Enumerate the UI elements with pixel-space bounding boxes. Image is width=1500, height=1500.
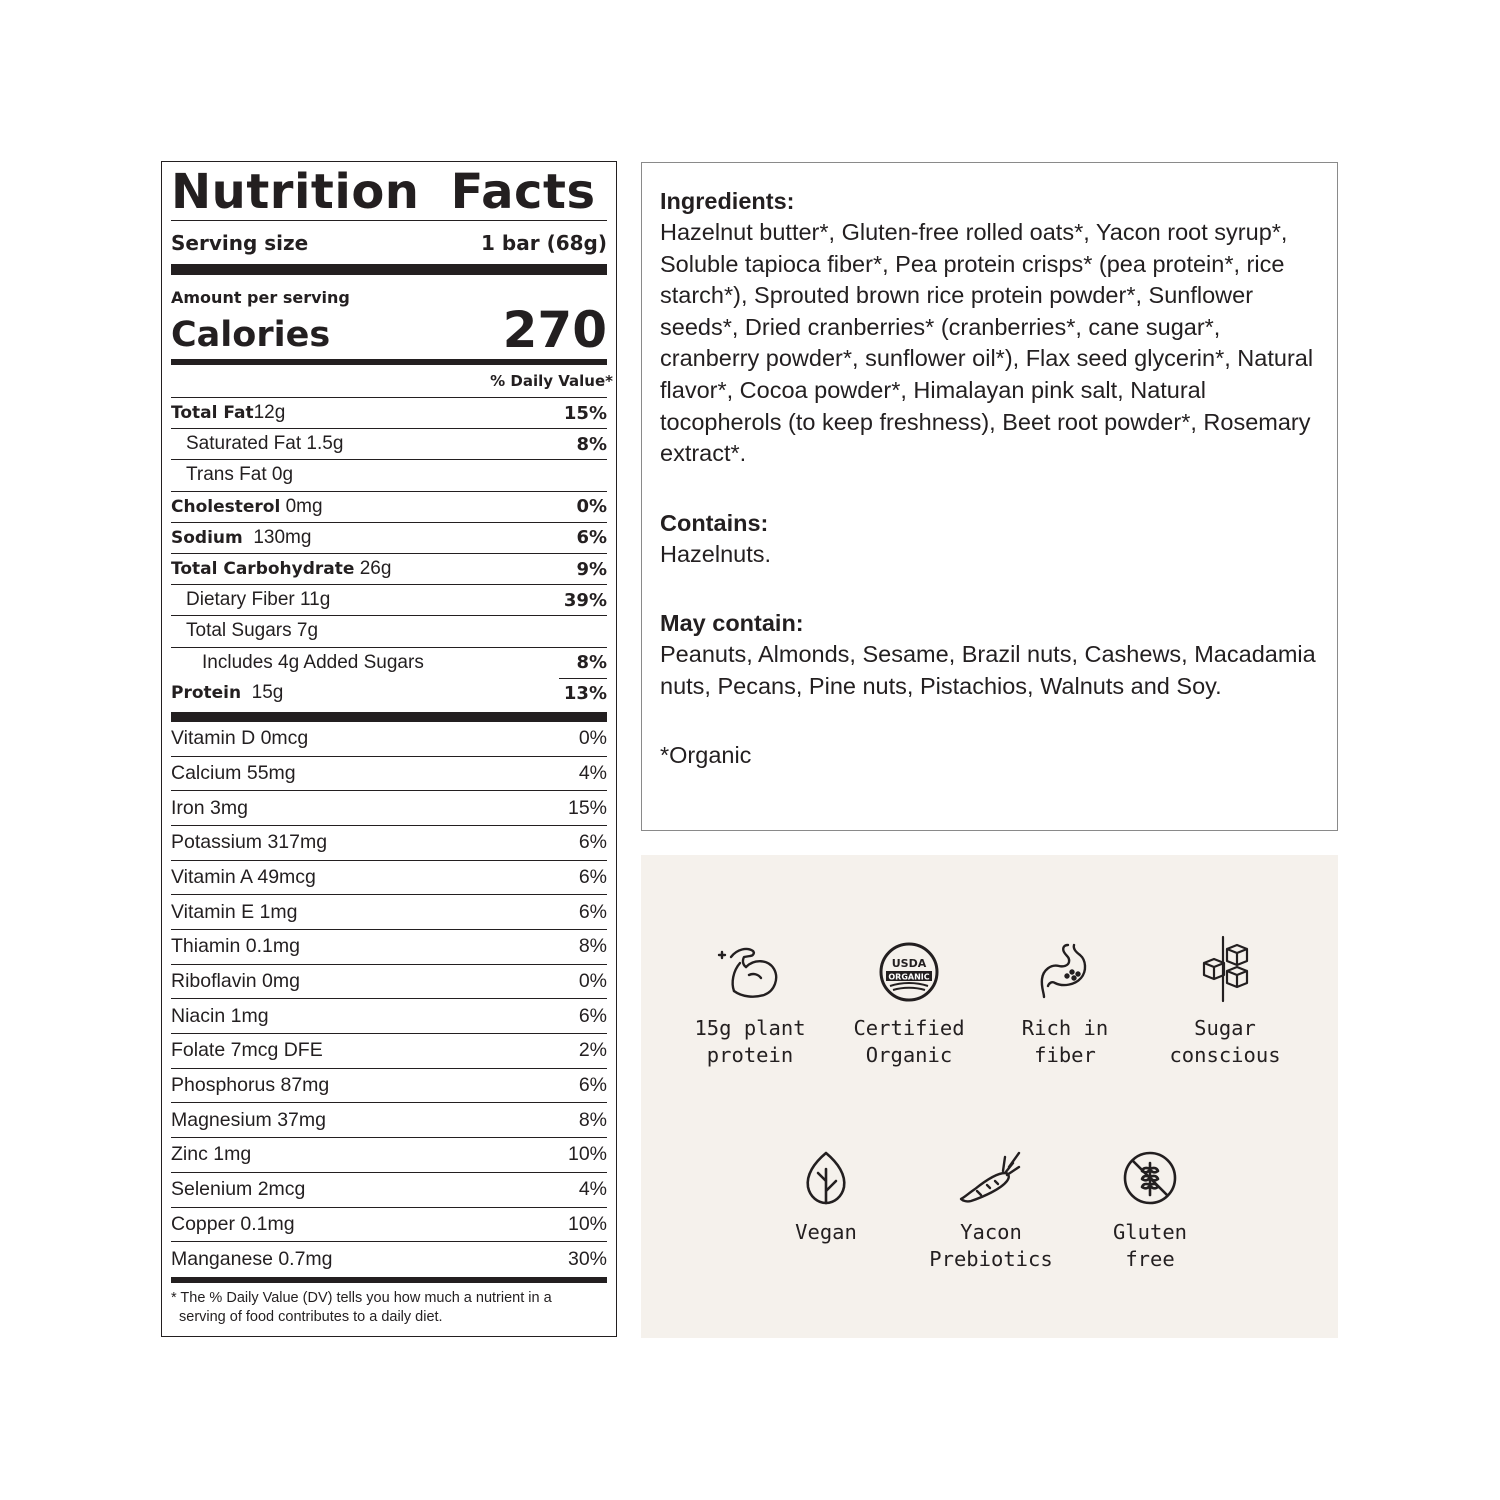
footnote-line: * The % Daily Value (DV) tells you how much a nutrient in a [171, 1289, 552, 1306]
badge-label: free [1125, 1247, 1175, 1271]
nutrient-dv: 9% [576, 558, 607, 580]
vitamin-dv: 6% [578, 900, 607, 923]
nutrient-dv: 39% [563, 589, 607, 611]
badge-yacon-prebiotics [906, 1149, 1076, 1273]
nutrient-amount: 26g [359, 558, 392, 580]
flexed-arm-icon [715, 941, 785, 1003]
nutrient-row-trans-fat [171, 459, 607, 490]
vitamin-dv: 2% [578, 1039, 607, 1062]
seal-top-text: USDA [891, 957, 927, 970]
vitamin-list [171, 722, 607, 1277]
yacon-root-icon [955, 1149, 1027, 1207]
nutrient-name: Protein [171, 683, 242, 704]
badge-label: Organic [865, 1043, 953, 1067]
vitamin-name: Vitamin E 1mg [171, 900, 298, 923]
badge-label: Certified [853, 1016, 965, 1040]
vitamin-row [171, 861, 607, 896]
nutrient-amount: 12g [253, 402, 286, 424]
vitamin-name: Potassium 317mg [171, 831, 328, 854]
organic-note: *Organic [660, 741, 752, 768]
badge-label: conscious [1169, 1043, 1281, 1067]
nutrient-name: Total Fat [171, 403, 254, 424]
vitamin-row [171, 791, 607, 826]
nutrient-row-total-fat [171, 397, 607, 428]
badge-certified-organic [824, 941, 994, 1069]
daily-value-header: % Daily Value* [490, 372, 613, 390]
vitamin-name: Calcium 55mg [171, 761, 296, 784]
nutrient-amount: 130mg [253, 526, 312, 548]
vitamin-dv: 6% [578, 831, 607, 854]
badge-label: Yacon [960, 1220, 1022, 1244]
nutrition-facts-panel [161, 161, 617, 1337]
nutrient-name: Dietary Fiber 11g [186, 589, 331, 611]
badge-label: 15g plant [694, 1016, 806, 1040]
vitamin-row [171, 722, 607, 757]
nutrient-dv: 13% [563, 682, 607, 704]
thick-divider [171, 264, 607, 275]
nutrient-dv: 15% [563, 402, 607, 424]
nutrient-dv: 6% [576, 527, 607, 549]
badge-label: Sugar [1194, 1016, 1256, 1040]
vitamin-row [171, 1103, 607, 1138]
vitamin-row [171, 895, 607, 930]
badge-gluten-free [1065, 1149, 1235, 1273]
leaf-icon [801, 1149, 851, 1207]
nutrient-row-protein [171, 678, 607, 709]
footnote-line: serving of food contributes to a daily diet. [179, 1308, 443, 1325]
vitamin-name: Folate 7mcg DFE [171, 1039, 323, 1062]
contains-heading: Contains: [660, 509, 769, 536]
vitamin-row [171, 1173, 607, 1208]
vitamin-name: Phosphorus 87mg [171, 1074, 330, 1097]
nutrient-row-total-carbohydrate [171, 553, 607, 584]
ingredients-heading: Ingredients: [660, 188, 795, 214]
badge-label: protein [706, 1043, 794, 1067]
vitamin-name: Magnesium 37mg [171, 1108, 326, 1131]
thick-divider [171, 712, 607, 722]
vitamin-row [171, 930, 607, 965]
benefits-panel [641, 855, 1338, 1338]
nutrient-name: Cholesterol [171, 496, 281, 517]
serving-size-row [171, 221, 607, 264]
vitamin-name: Vitamin D 0mcg [171, 727, 309, 750]
vitamin-name: Vitamin A 49mcg [171, 865, 316, 888]
nutrient-name: Includes 4g Added Sugars [202, 651, 424, 673]
calories-label: Calories [171, 315, 331, 355]
nutrient-name: Trans Fat 0g [186, 464, 294, 486]
nutrient-dv: 0% [576, 496, 607, 518]
nutrient-row-total-sugars [171, 615, 607, 646]
nutrient-name: Total Sugars 7g [186, 620, 319, 642]
nutrient-row-saturated-fat [171, 428, 607, 459]
nutrient-row-sodium [171, 522, 607, 553]
serving-size-label: Serving size [171, 230, 309, 255]
vitamin-name: Zinc 1mg [171, 1143, 252, 1166]
vitamin-dv: 0% [578, 727, 607, 750]
vitamin-row [171, 1208, 607, 1243]
ingredients-panel [641, 162, 1338, 831]
daily-value-footnote [171, 1283, 607, 1327]
vitamin-dv: 4% [578, 1178, 607, 1201]
vitamin-name: Iron 3mg [171, 796, 248, 819]
nutrient-name: Saturated Fat 1.5g [186, 433, 344, 455]
vitamin-name: Selenium 2mcg [171, 1178, 306, 1201]
nutrient-row-cholesterol [171, 491, 607, 522]
vitamin-dv: 0% [578, 970, 607, 993]
vitamin-name: Niacin 1mg [171, 1004, 269, 1027]
vitamin-name: Riboflavin 0mg [171, 970, 300, 993]
vitamin-row [171, 757, 607, 792]
nutrient-dv: 8% [576, 652, 607, 674]
vitamin-dv: 30% [567, 1248, 607, 1271]
vitamin-dv: 10% [567, 1143, 607, 1166]
vitamin-row [171, 1069, 607, 1104]
nutrient-row-added-sugars [171, 647, 607, 678]
vitamin-dv: 15% [567, 796, 607, 819]
vitamin-row [171, 1138, 607, 1173]
nutrition-facts-title: Nutrition Facts [171, 164, 596, 220]
usda-organic-seal [878, 941, 940, 1003]
vitamin-dv: 8% [578, 1108, 607, 1131]
vitamin-name: Thiamin 0.1mg [171, 935, 300, 958]
nutrient-row-dietary-fiber [171, 584, 607, 615]
contains-text: Hazelnuts. [660, 540, 772, 567]
nutrient-amount: 0mg [285, 495, 323, 517]
nutrient-dv: 8% [576, 433, 607, 455]
vitamin-row [171, 999, 607, 1034]
vitamin-row [171, 965, 607, 1000]
vitamin-name: Copper 0.1mg [171, 1212, 295, 1235]
vitamin-name: Manganese 0.7mg [171, 1248, 333, 1271]
badge-vegan [741, 1149, 911, 1246]
stomach-icon [1034, 941, 1096, 1003]
vitamin-dv: 10% [567, 1212, 607, 1235]
vitamin-row [171, 1242, 607, 1277]
sugar-cubes-icon [1194, 935, 1256, 1003]
badge-label: fiber [1034, 1043, 1096, 1067]
seal-bottom-text: ORGANIC [888, 972, 930, 982]
badge-label: Vegan [795, 1220, 857, 1244]
vitamin-dv: 8% [578, 935, 607, 958]
nutrient-name: Total Carbohydrate [171, 559, 355, 580]
nutrient-name: Sodium [171, 527, 243, 548]
vitamin-dv: 6% [578, 1074, 607, 1097]
vitamin-row [171, 1034, 607, 1069]
vitamin-dv: 6% [578, 1004, 607, 1027]
badge-sugar-conscious [1140, 935, 1310, 1069]
may-contain-heading: May contain: [660, 610, 804, 637]
no-wheat-icon [1121, 1149, 1179, 1207]
calories-value: 270 [502, 301, 607, 359]
amount-per-serving: Amount per serving [171, 288, 350, 307]
badge-label: Rich in [1021, 1016, 1109, 1040]
ingredients-text: Hazelnut butter*, Gluten-free rolled oats*, Yacon root syrup*, Soluble tapioca fiber*, Pea protein crisps* (pea protein*, rice starch*), Sprouted brown rice protein powder*, Sunflower seeds*, Dried cranberries* (cranberries*, cane sugar*, cranberry powder*, sunflower oil*), Flax seed glycerin*, Natural flavor*, Cocoa powder*, Himalayan pink salt, Natural tocopherols (to keep freshness), Beet root powder*, Rosemary extract*. [660, 219, 1314, 467]
calories-row [171, 301, 607, 359]
badge-plant-protein [665, 941, 835, 1069]
badge-rich-in-fiber [980, 941, 1150, 1069]
badge-label: Gluten [1112, 1220, 1188, 1244]
nutrient-amount: 15g [251, 682, 284, 704]
serving-size-value: 1 bar (68g) [481, 230, 607, 255]
vitamin-row [171, 826, 607, 861]
badge-label: Prebiotics [929, 1247, 1053, 1271]
vitamin-dv: 6% [578, 865, 607, 888]
vitamin-dv: 4% [578, 761, 607, 784]
may-contain-text: Peanuts, Almonds, Sesame, Brazil nuts, Cashews, Macadamia nuts, Pecans, Pine nuts, Pistachios, Walnuts and Soy. [660, 641, 1316, 699]
